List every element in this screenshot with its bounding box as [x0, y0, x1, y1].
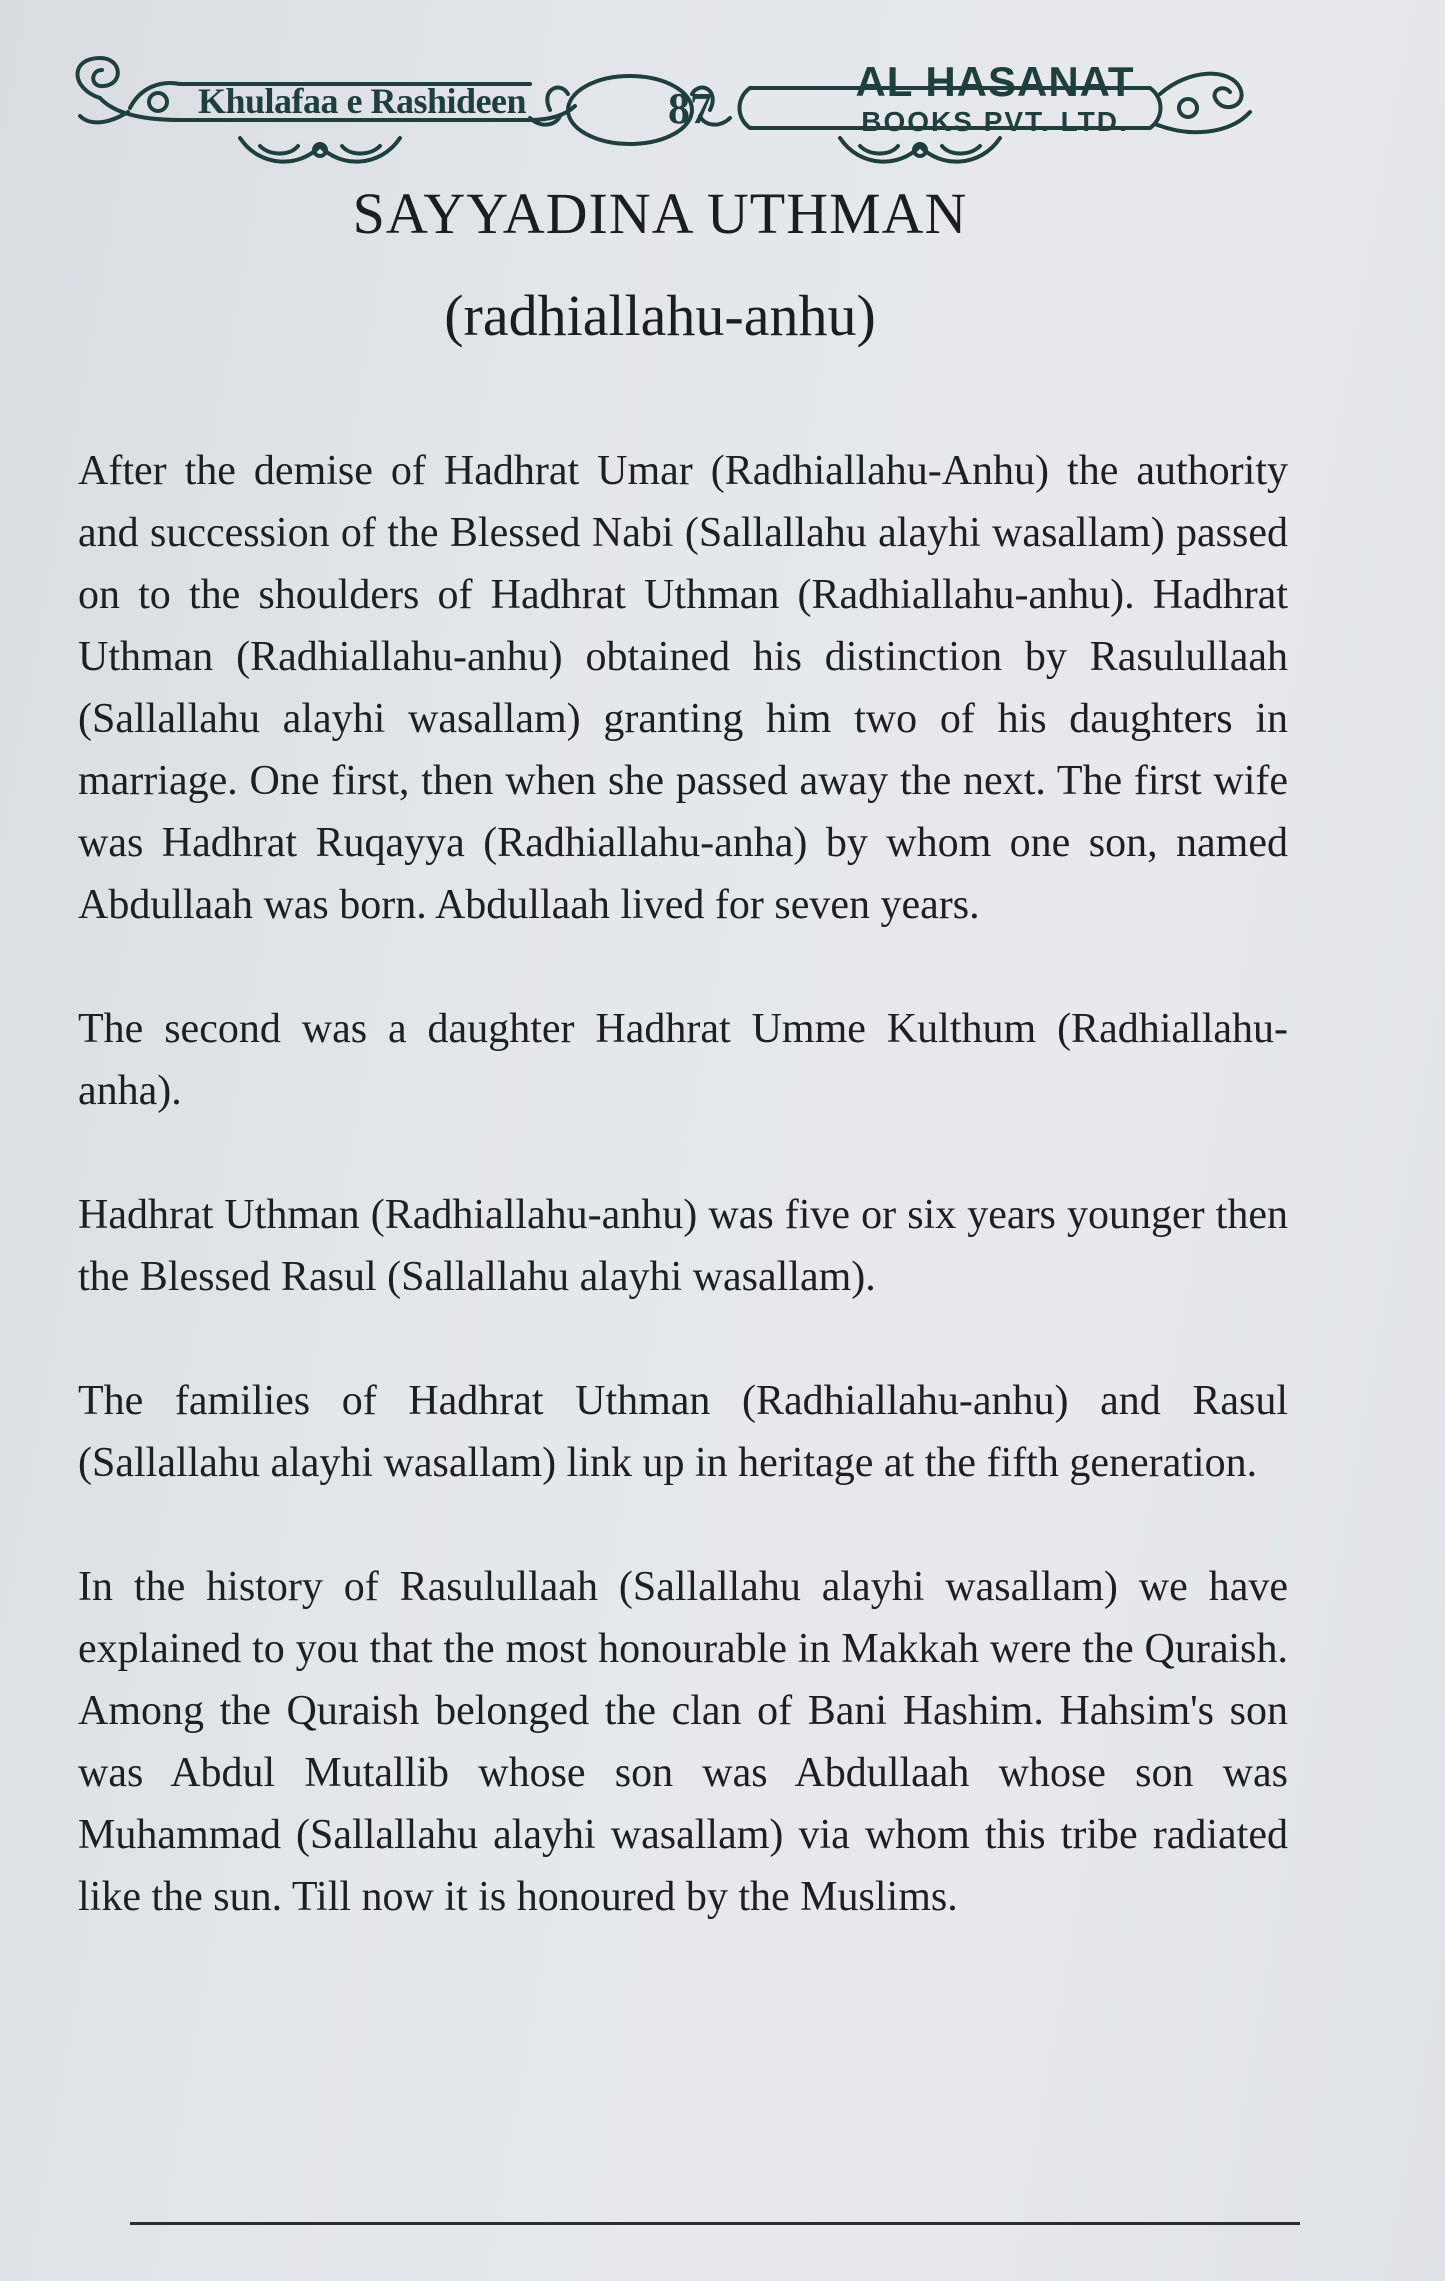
paragraph: The families of Hadhrat Uthman (Radhiallahu-anhu) and Rasul (Sallallahu alayhi wasallam) link up in heritage at the fifth generation.: [78, 1378, 1288, 1486]
paragraph: After the demise of Hadhrat Umar (Radhiallahu-Anhu) the authority and succession of the Blessed Nabi (Sallallahu alayhi wasallam) passed on to the shoulders of Hadhrat Uthman (Radhiallahu-anhu). Hadhrat Uthman (Radhiallahu-anhu) obtained his distinction by Rasulullaah (Sallallahu alayhi wasallam) granting him two of his daughters in marriage. One first, then when she passed away the next. The first wife was Hadhrat Ruqayya (Radhiallahu-anha) by whom one son, named Abdullaah was born. Abdullaah lived for seven years.: [78, 448, 1288, 928]
chapter-subtitle: (radhiallahu-anhu): [444, 283, 876, 348]
footer-divider: [130, 2222, 1300, 2225]
body-text: [78, 440, 1288, 1990]
chapter-title: SAYYADINA UTHMAN: [352, 181, 968, 246]
page-header: [60, 28, 1280, 168]
paragraph: The second was a daughter Hadhrat Umme Kulthum (Radhiallahu-anha).: [78, 1006, 1288, 1114]
publisher-name: AL HASANAT: [855, 58, 1135, 105]
paragraph: Hadhrat Uthman (Radhiallahu-anhu) was five or six years younger then the Blessed Rasul (Sallallahu alayhi wasallam).: [78, 1192, 1288, 1300]
page-number: 87: [668, 84, 712, 133]
book-title: Khulafaa e Rashideen: [198, 81, 527, 121]
publisher-subtitle: BOOKS PVT. LTD.: [861, 106, 1129, 137]
paragraph: In the history of Rasulullaah (Sallallahu alayhi wasallam) we have explained to you that the most honourable in Makkah were the Quraish. Among the Quraish belonged the clan of Bani Hashim. Hahsim's son was Abdul Mutallib whose son was Abdullaah whose son was Muhammad (Sallallahu alayhi wasallam) via whom this tribe radiated like the sun. Till now it is honoured by the Muslims.: [78, 1564, 1288, 1920]
